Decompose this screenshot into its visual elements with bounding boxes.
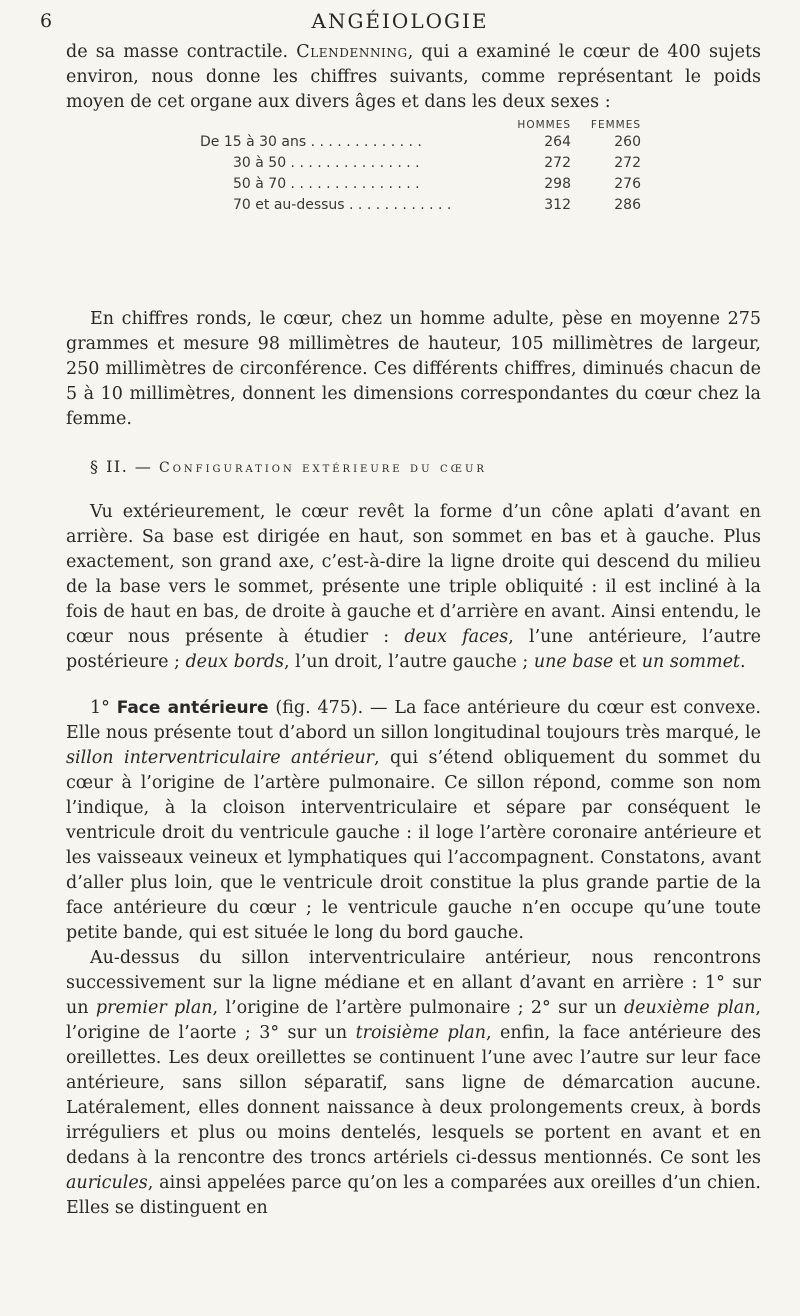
anterior-face-paragraph: 1° Face antérieure (fig. 475). — La face antérieure du cœur est convexe. Elle nous présente tout d’abord un sillon longitudinal toujours très marqué, le sillon interventriculaire antérieur, qui s’étend obliquement du sommet du cœur à l’origine de l’artère pulmonaire. Ce sillon répond, comme son nom l’indique, à la cloison interventriculaire et sépare par conséquent le ventricule droit du ventricule gauche : il loge l’artère coronaire antérieure et les vaisseaux veineux et lymphatiques qui l’accompagnent. Constatons, avant d’aller plus loin, que le ventricule droit constitue la plus grande partie de la face antérieure du cœur ; le ventricule gauche n’en occupe qu’une toute petite bande, qui est située le long du bord gauche. Au-dessus du sillon interventriculaire antérieur, nous rencontrons successivement sur la ligne médiane et en allant d’avant en arrière : 1° sur un premier plan, l’origine de l’artère pulmonaire ; 2° sur un deuxième plan, l’origine de l’aorte ; 3° sur un troisième plan, enfin, la face antérieure des oreillettes. Les deux oreillettes se continuent l’une avec l’autre sur leur face antérieure, sans sillon séparatif, sans ligne de démarcation aucune. Latéralement, elles donnent naissance à deux prolongements creux, à bords irréguliers et plus ou moins dentelés, lesquels se portent en avant et en dedans à la rencontre des troncs artériels ci-dessus mentionnés. Ce sont les auricules, ainsi appelées parce qu’on les a comparées aux oreilles d’un chien. Elles se distinguent en	[66, 698, 762, 1218]
column-women: FEMMES	[590, 119, 641, 131]
table-row: 30 à 50 . . . . . . . . . . . . . . . 272 272	[233, 154, 641, 171]
table-row: 70 et au-dessus . . . . . . . . . . . . 312 286	[233, 196, 641, 213]
table-row: 50 à 70 . . . . . . . . . . . . . . . 298 276	[233, 175, 641, 192]
column-men: HOMMES	[517, 119, 571, 131]
author-name: Clendenning	[296, 42, 408, 62]
intro-paragraph: de sa masse contractile. Clendenning, qui a examiné le cœur de 400 sujets environ, nous donne les chiffres suivants, comme représentant le poids moyen de cet organe aux divers âges et dans les deux sexes :	[66, 42, 761, 112]
running-head: ANGÉIOLOGIE	[311, 9, 489, 33]
table-row: De 15 à 30 ans . . . . . . . . . . . . . 264 260	[200, 133, 641, 150]
section-heading: § II. — Configuration extérieure du cœur	[90, 457, 487, 476]
page-number: 6	[40, 10, 53, 32]
heart-weight-table	[200, 113, 641, 215]
table-header-row	[200, 113, 641, 131]
subsection-heading: Face antérieure	[116, 698, 269, 718]
averages-paragraph: En chiffres ronds, le cœur, chez un homme adulte, pèse en moyenne 275 grammes et mesure 98 millimètres de hauteur, 105 millimètres de largeur, 250 millimètres de circonférence. Ces différents chiffres, diminués chacun de 5 à 10 millimètres, donnent les dimensions correspondantes du cœur chez la femme.	[66, 309, 761, 429]
configuration-paragraph: Vu extérieurement, le cœur revêt la forme d’un cône aplati d’avant en arrière. Sa base est dirigée en haut, son sommet en bas et à gauche. Plus exactement, son grand axe, c’est-à-dire la ligne droite qui descend du milieu de la base vers le sommet, présente une triple obliquité : il est incliné à la fois de haut en bas, de droite à gauche et d’arrière en avant. Ainsi entendu, le cœur nous présente à étudier : deux faces, l’une antérieure, l’autre postérieure ; deux bords, l’un droit, l’autre gauche ; une base et un sommet.	[66, 502, 761, 672]
